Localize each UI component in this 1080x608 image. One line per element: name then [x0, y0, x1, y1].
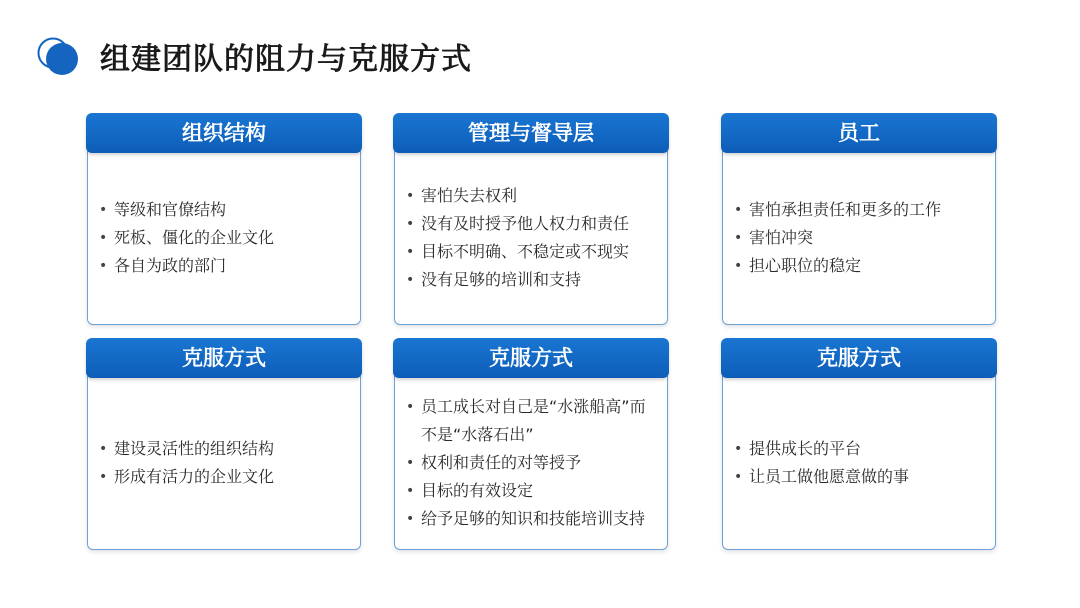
list-item: • 害怕冲突 [731, 224, 985, 252]
bullet-list [403, 393, 657, 533]
card-body [722, 376, 996, 550]
card-body [87, 376, 361, 550]
list-item: • 等级和官僚结构 [96, 196, 350, 224]
list-item: • 担心职位的稳定 [731, 252, 985, 280]
card-heading: 克服方式 [721, 338, 997, 378]
bullet-list [403, 182, 657, 294]
bullet-list [96, 435, 350, 491]
list-item: • 让员工做他愿意做的事 [731, 463, 985, 491]
list-item: • 提供成长的平台 [731, 435, 985, 463]
card-solution-org [86, 338, 362, 550]
card-employees [721, 113, 997, 325]
list-item: • 权利和责任的对等授予 [403, 449, 657, 477]
card-body [87, 151, 361, 325]
bullet-list [731, 196, 985, 280]
bullet-list [731, 435, 985, 491]
list-item: • 目标的有效设定 [403, 477, 657, 505]
card-heading: 管理与督导层 [393, 113, 669, 153]
card-body [394, 151, 668, 325]
card-heading: 组织结构 [86, 113, 362, 153]
bullet-list [96, 196, 350, 280]
list-item: • 建设灵活性的组织结构 [96, 435, 350, 463]
card-heading: 克服方式 [86, 338, 362, 378]
card-body [394, 376, 668, 550]
list-item: • 没有足够的培训和支持 [403, 266, 657, 294]
card-solution-management [393, 338, 669, 550]
card-org-structure [86, 113, 362, 325]
card-heading: 员工 [721, 113, 997, 153]
list-item: • 形成有活力的企业文化 [96, 463, 350, 491]
card-solution-employees [721, 338, 997, 550]
circles-logo-icon [37, 37, 79, 77]
list-item: • 给予足够的知识和技能培训支持 [403, 505, 657, 533]
card-management [393, 113, 669, 325]
list-item: • 没有及时授予他人权力和责任 [403, 210, 657, 238]
list-item: • 害怕承担责任和更多的工作 [731, 196, 985, 224]
list-item: • 死板、僵化的企业文化 [96, 224, 350, 252]
list-item: • 害怕失去权利 [403, 182, 657, 210]
list-item: • 目标不明确、不稳定或不现实 [403, 238, 657, 266]
card-heading: 克服方式 [393, 338, 669, 378]
list-item: • 各自为政的部门 [96, 252, 350, 280]
list-item: • 员工成长对自己是“水涨船高”而不是“水落石出” [403, 393, 657, 449]
card-body [722, 151, 996, 325]
page-title: 组建团队的阻力与克服方式 [100, 42, 472, 77]
